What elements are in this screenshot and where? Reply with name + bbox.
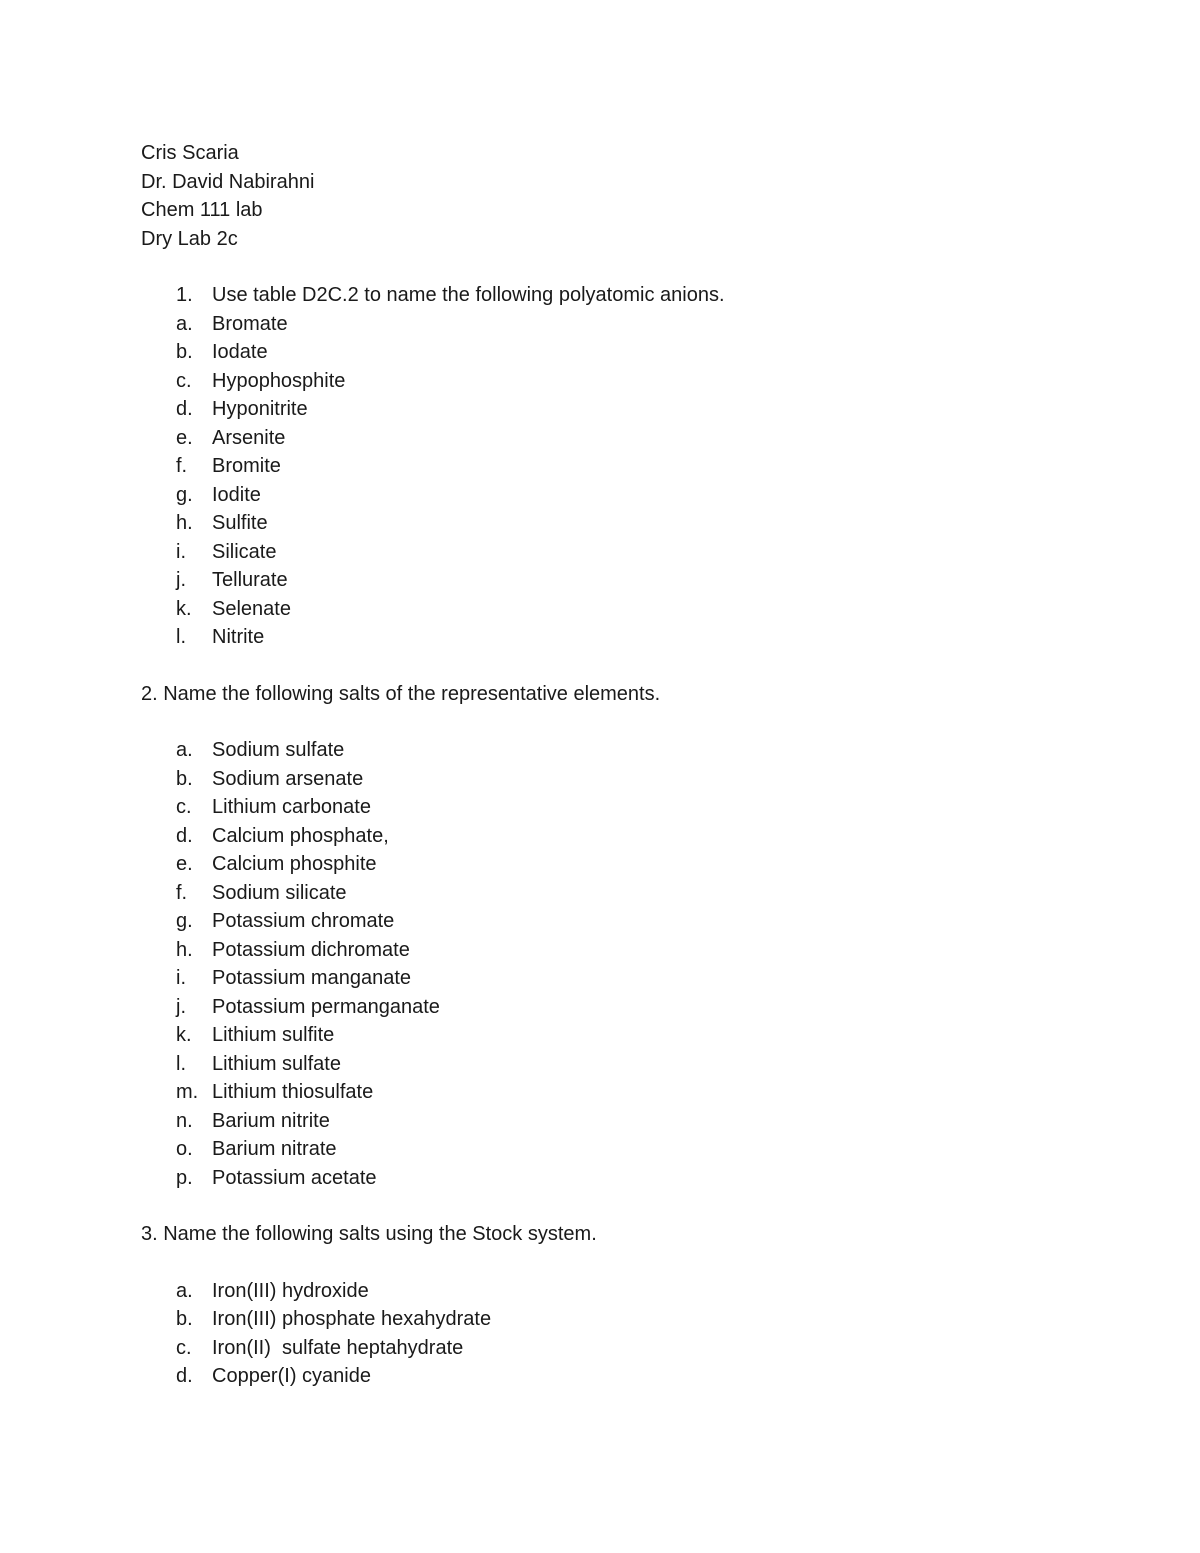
list-item — [141, 538, 1101, 567]
item-marker: k. — [176, 597, 192, 620]
list-item — [141, 1362, 1101, 1391]
item-text: Potassium dichromate — [212, 938, 410, 961]
list-item — [141, 310, 1101, 339]
item-marker: b. — [176, 767, 193, 790]
item-text: Hyponitrite — [212, 398, 308, 420]
list-item — [141, 595, 1101, 624]
item-text: Hypophosphite — [212, 369, 346, 392]
list-item — [141, 1277, 1101, 1306]
item-marker: n. — [176, 1109, 193, 1132]
item-text: Bromate — [212, 312, 288, 335]
item-text: Iodate — [212, 341, 268, 363]
item-marker: d. — [176, 1365, 193, 1387]
question-1-prompt — [141, 281, 1101, 310]
spacer — [141, 1249, 1101, 1277]
question-2-prompt: 2. Name the following salts of the representative elements. — [141, 682, 661, 705]
item-text: Calcium phosphate, — [212, 824, 389, 847]
item-marker: b. — [176, 341, 193, 363]
item-text: Iron(III) hydroxide — [212, 1279, 369, 1302]
item-text: Iron(III) phosphate hexahydrate — [212, 1308, 492, 1330]
list-item — [141, 424, 1101, 453]
item-text: Potassium permanganate — [212, 995, 440, 1018]
item-marker: l. — [176, 626, 186, 648]
item-marker: g. — [176, 483, 193, 506]
item-text: Barium nitrite — [212, 1109, 330, 1132]
question-number: 1. — [176, 284, 193, 306]
item-text: Silicate — [212, 540, 277, 563]
item-marker: a. — [176, 312, 193, 335]
item-text: Lithium sulfate — [212, 1052, 341, 1075]
item-text: Barium nitrate — [212, 1138, 337, 1160]
question-3-prompt: 3. Name the following salts using the Stock system. — [141, 1223, 597, 1245]
item-marker: p. — [176, 1166, 193, 1189]
list-item — [141, 1334, 1101, 1363]
item-text: Tellurate — [212, 569, 288, 591]
item-text: Lithium carbonate — [212, 796, 371, 818]
list-item — [141, 1107, 1101, 1136]
item-marker: e. — [176, 853, 193, 875]
item-marker: c. — [176, 1336, 192, 1359]
item-marker: i. — [176, 967, 186, 989]
item-marker: e. — [176, 426, 193, 449]
list-item — [141, 452, 1101, 481]
item-text: Iron(II) sulfate heptahydrate — [212, 1336, 464, 1359]
item-text: Sulfite — [212, 512, 268, 534]
list-item — [141, 993, 1101, 1022]
list-item — [141, 566, 1101, 595]
item-marker: c. — [176, 796, 192, 818]
item-text: Selenate — [212, 597, 291, 620]
instructor-name: Dr. David Nabirahni — [141, 170, 315, 193]
question-2-list — [141, 736, 1101, 1192]
item-marker: i. — [176, 540, 186, 563]
item-marker: a. — [176, 739, 193, 761]
item-marker: h. — [176, 512, 193, 534]
item-text: Nitrite — [212, 626, 265, 648]
list-item — [141, 509, 1101, 538]
list-item — [141, 879, 1101, 908]
list-item — [141, 1135, 1101, 1164]
item-text: Lithium sulfite — [212, 1024, 335, 1046]
list-item — [141, 395, 1101, 424]
item-text: Sodium sulfate — [212, 739, 345, 761]
item-marker: m. — [176, 1081, 199, 1103]
spacer — [141, 652, 1101, 680]
list-item — [141, 793, 1101, 822]
list-item — [141, 1164, 1101, 1193]
list-item — [141, 1050, 1101, 1079]
list-item — [141, 907, 1101, 936]
item-marker: j. — [176, 995, 186, 1018]
item-marker: o. — [176, 1138, 193, 1160]
course-name: Chem 111 lab — [141, 199, 263, 221]
item-marker: f. — [176, 455, 188, 477]
list-item — [141, 964, 1101, 993]
list-item — [141, 481, 1101, 510]
item-text: Sodium arsenate — [212, 767, 364, 790]
question-1-list — [141, 281, 1101, 652]
list-item — [141, 936, 1101, 965]
spacer — [141, 1192, 1101, 1220]
item-text: Potassium chromate — [212, 910, 395, 932]
list-item — [141, 1305, 1101, 1334]
list-item — [141, 338, 1101, 367]
list-item — [141, 367, 1101, 396]
item-text: Potassium acetate — [212, 1166, 377, 1189]
item-text: Arsenite — [212, 426, 286, 449]
list-item — [141, 1021, 1101, 1050]
list-item — [141, 623, 1101, 652]
student-name: Cris Scaria — [141, 142, 239, 164]
document-content — [141, 139, 1101, 1391]
question-text: Use table D2C.2 to name the following polyatomic anions. — [212, 284, 725, 306]
list-item — [141, 822, 1101, 851]
list-item — [141, 850, 1101, 879]
item-marker: d. — [176, 824, 193, 847]
item-text: Sodium silicate — [212, 881, 347, 904]
item-text: Iodite — [212, 483, 261, 506]
item-text: Potassium manganate — [212, 967, 412, 989]
spacer — [141, 253, 1101, 281]
question-3-list — [141, 1277, 1101, 1391]
item-marker: g. — [176, 910, 193, 932]
spacer — [141, 708, 1101, 736]
item-text: Calcium phosphite — [212, 853, 377, 875]
item-text: Bromite — [212, 455, 281, 477]
item-marker: h. — [176, 938, 193, 961]
list-item — [141, 765, 1101, 794]
list-item — [141, 1078, 1101, 1107]
item-marker: c. — [176, 369, 192, 392]
item-text: Copper(I) cyanide — [212, 1365, 371, 1387]
item-marker: j. — [176, 569, 186, 591]
item-marker: b. — [176, 1308, 193, 1330]
item-marker: f. — [176, 881, 188, 904]
item-marker: a. — [176, 1279, 193, 1302]
item-marker: d. — [176, 398, 193, 420]
assignment-title: Dry Lab 2c — [141, 227, 238, 250]
item-marker: k. — [176, 1024, 192, 1046]
item-marker: l. — [176, 1052, 186, 1075]
list-item — [141, 736, 1101, 765]
item-text: Lithium thiosulfate — [212, 1081, 374, 1103]
